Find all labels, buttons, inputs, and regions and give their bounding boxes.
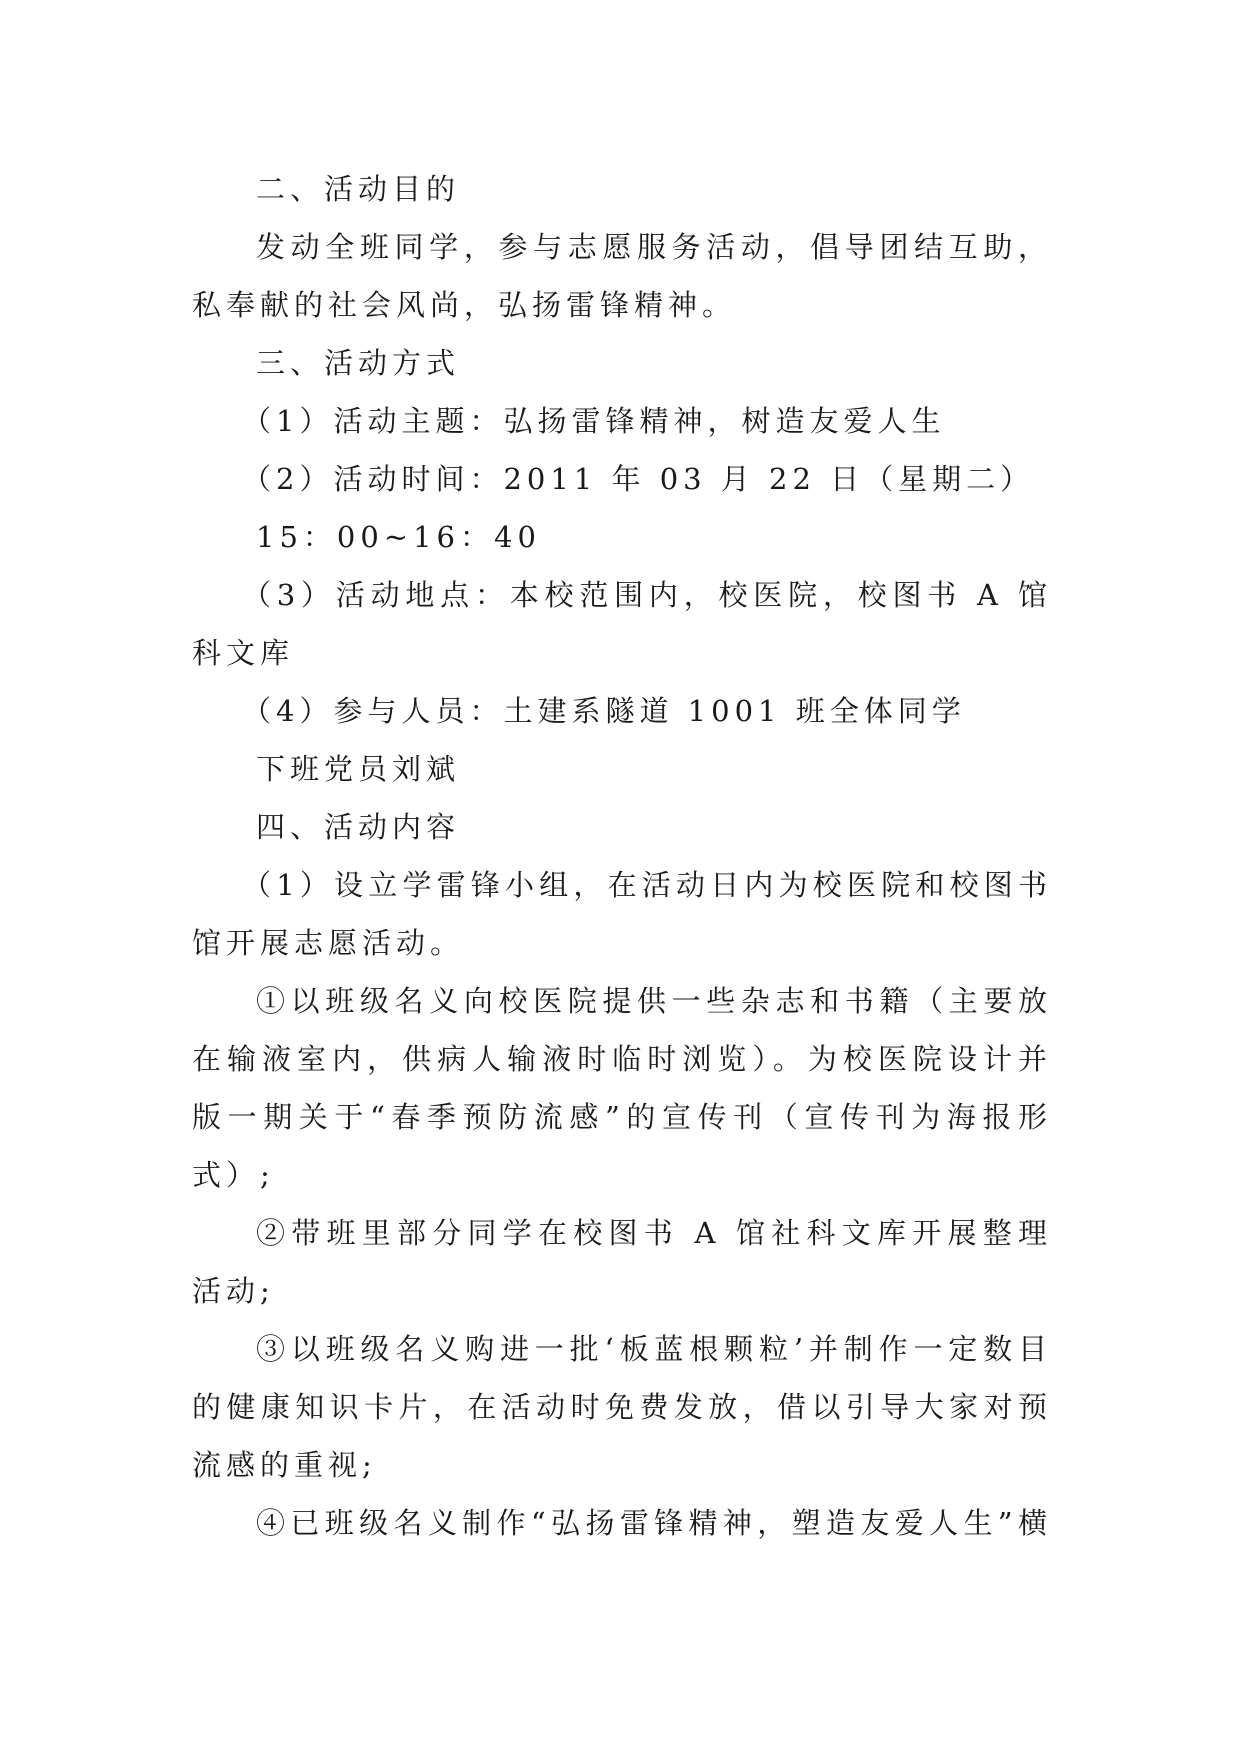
section-heading-method: 三、活动方式 — [256, 346, 461, 380]
time-range: 15：00~16：40 — [256, 520, 541, 554]
list-item-participants: （4）参与人员：土建系隧道 1001 班全体同学 — [242, 694, 966, 728]
section-heading-content: 四、活动内容 — [256, 810, 461, 844]
paragraph-line: 活动; — [192, 1274, 275, 1308]
document-body — [192, 160, 1052, 1552]
list-item-theme: （1）活动主题：弘扬雷锋精神，树造友爱人生 — [242, 404, 946, 438]
paragraph-line: 的健康知识卡片，在活动时免费发放，借以引导大家对预 — [192, 1390, 1052, 1424]
paragraph-line: 流感的重视; — [192, 1448, 377, 1482]
list-item-group: （1）设立学雷锋小组，在活动日内为校医院和校图书 — [242, 868, 1052, 902]
list-item-time: （2）活动时间：2011 年 03 月 22 日（星期二） — [242, 462, 1035, 496]
paragraph-line: 版一期关于“春季预防流感”的宣传刊（宣传刊为海报形 — [192, 1100, 1052, 1134]
list-item-location: （3）活动地点：本校范围内，校医院，校图书 A 馆 — [242, 578, 1052, 612]
sub-item-4: ④已班级名义制作“弘扬雷锋精神，塑造友爱人生”横 — [256, 1506, 1052, 1540]
sub-item-1: ①以班级名义向校医院提供一些杂志和书籍（主要放 — [256, 984, 1052, 1018]
paragraph-line: 发动全班同学，参与志愿服务活动，倡导团结互助， — [256, 230, 1052, 264]
paragraph-line: 下班党员刘斌 — [256, 752, 461, 786]
paragraph-line: 式）; — [192, 1158, 275, 1192]
paragraph-line: 科文库 — [192, 636, 295, 670]
sub-item-3: ③以班级名义购进一批‘板蓝根颗粒’并制作一定数目 — [256, 1332, 1052, 1366]
paragraph-line: 在输液室内，供病人输液时临时浏览）。为校医院设计并 — [192, 1042, 1052, 1076]
sub-item-2: ②带班里部分同学在校图书 A 馆社科文库开展整理 — [256, 1216, 1052, 1250]
section-heading-purpose: 二、活动目的 — [256, 172, 461, 206]
paragraph-line: 私奉献的社会风尚，弘扬雷锋精神。 — [192, 288, 737, 322]
paragraph-line: 馆开展志愿活动。 — [192, 926, 465, 960]
